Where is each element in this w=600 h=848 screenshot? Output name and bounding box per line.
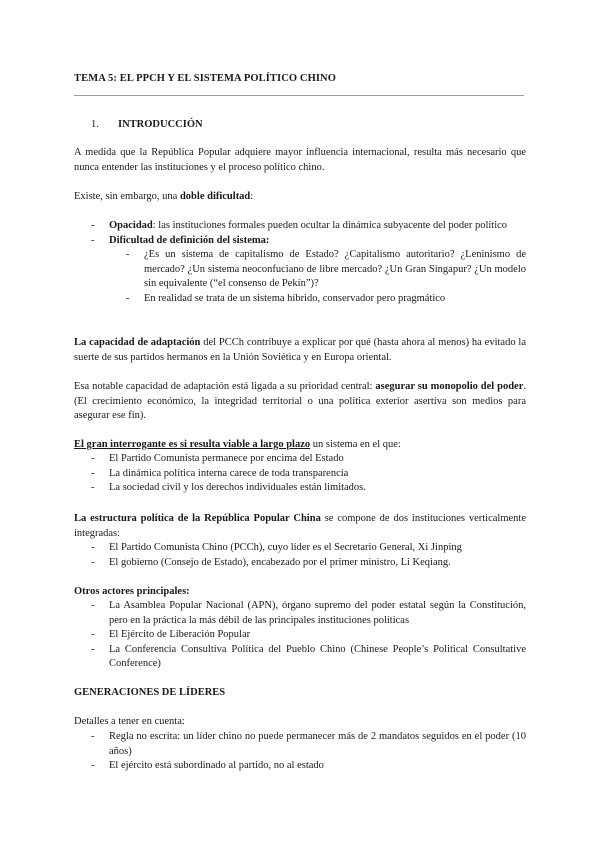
monopolio-lead: Esa notable capacidad de adaptación está ligada a su prioridad central: (74, 381, 376, 392)
list-item: - La dinámica política interna carece de toda transparencia (74, 467, 526, 482)
otros-list (74, 599, 526, 672)
dificultad-lead: Existe, sin embargo, una (74, 191, 180, 202)
sub-list-item: - En realidad se trata de un sistema híbrido, conservador pero pragmático (109, 292, 526, 307)
monopolio-paragraph (74, 380, 526, 424)
adaptacion-paragraph (74, 336, 526, 365)
adaptacion-bold: La capacidad de adaptación (74, 337, 201, 348)
list-item: - La sociedad civil y los derechos individuales están limitados. (74, 481, 526, 496)
interrogante-paragraph (74, 438, 526, 453)
sub-list-item: - ¿Es un sistema de capitalismo de Estado? ¿Capitalismo autoritario? ¿Leninismo de mercado? ¿Un sistema neoconfuciano de libre mercado? ¿Un Gran Singapur? ¿Un modelo sin equivalente (“el consenso de Pekín”)? (109, 248, 526, 292)
estructura-paragraph (74, 512, 526, 541)
estructura-tail: se compone de dos instituciones verticalmente integradas: (74, 513, 526, 539)
estructura-bold: La estructura política de la República Popular China (74, 513, 321, 524)
generaciones-heading: GENERACIONES DE LÍDERES (74, 687, 226, 698)
document-title: TEMA 5: EL PPCH Y EL SISTEMA POLÍTICO CHINO (74, 73, 336, 84)
interrogante-tail: un sistema en el que: (310, 439, 401, 450)
list-item: - La Conferencia Consultiva Política del Pueblo Chino (Chinese People’s Political Consultative Conference) (74, 643, 526, 672)
list-item: - La Asamblea Popular Nacional (APN), órgano supremo del poder estatal según la Constitución, pero en la práctica la más débil de las principales instituciones políticas (74, 599, 526, 628)
list-item: - El Partido Comunista permanece por encima del Estado (74, 452, 526, 467)
section-heading-introduccion (91, 118, 203, 133)
detalles-list (74, 730, 526, 774)
definicion-term: Dificultad de definición del sistema: (109, 234, 270, 246)
list-item-definicion (74, 234, 526, 307)
list-item: - El ejército está subordinado al partido, no al estado (74, 759, 526, 774)
list-item: - El gobierno (Consejo de Estado), encabezado por el primer ministro, Li Keqiang. (74, 556, 526, 571)
title-divider (74, 95, 524, 96)
intro-paragraph: A medida que la República Popular adquiere mayor influencia internacional, resulta más necesario que nunca entender las instituciones y el proceso político chino. (74, 147, 526, 173)
monopolio-bold: asegurar su monopolio del poder (375, 381, 524, 392)
otros-heading: Otros actores principales: (74, 586, 190, 597)
list-item: - Regla no escrita: un líder chino no puede permanecer más de 2 mandatos seguidos en el poder (10 años) (74, 730, 526, 759)
dificultad-list (74, 219, 526, 306)
list-item: - El Ejército de Liberación Popular (74, 628, 526, 643)
opacidad-term: Opacidad (109, 220, 153, 231)
section-title: INTRODUCCIÓN (118, 119, 203, 130)
estructura-list (74, 541, 526, 570)
definicion-sublist (109, 248, 526, 306)
detalles-paragraph: Detalles a tener en cuenta: (74, 716, 185, 727)
interrogante-list (74, 452, 526, 496)
interrogante-bold: El gran interrogante es si resulta viable a largo plazo (74, 439, 311, 450)
dificultad-paragraph (74, 190, 526, 205)
monopolio-tail: . (El crecimiento económico, la integridad territorial o una política exterior asertiva son medios para asegurar ese fin). (74, 381, 526, 421)
section-number: 1. (91, 119, 99, 130)
list-item-opacidad (74, 219, 526, 234)
adaptacion-text: del PCCh contribuye a explicar por qué (hasta ahora al menos) ha evitado la suerte de sus partidos hermanos en la Unión Soviética y en Europa oriental. (74, 337, 526, 363)
dificultad-tail: : (250, 191, 254, 202)
dificultad-bold: doble dificultad (179, 191, 251, 202)
opacidad-text: : las instituciones formales pueden ocultar la dinámica subyacente del poder político (152, 220, 508, 231)
list-item: - El Partido Comunista Chino (PCCh), cuyo líder es el Secretario General, Xi Jinping (74, 541, 526, 556)
